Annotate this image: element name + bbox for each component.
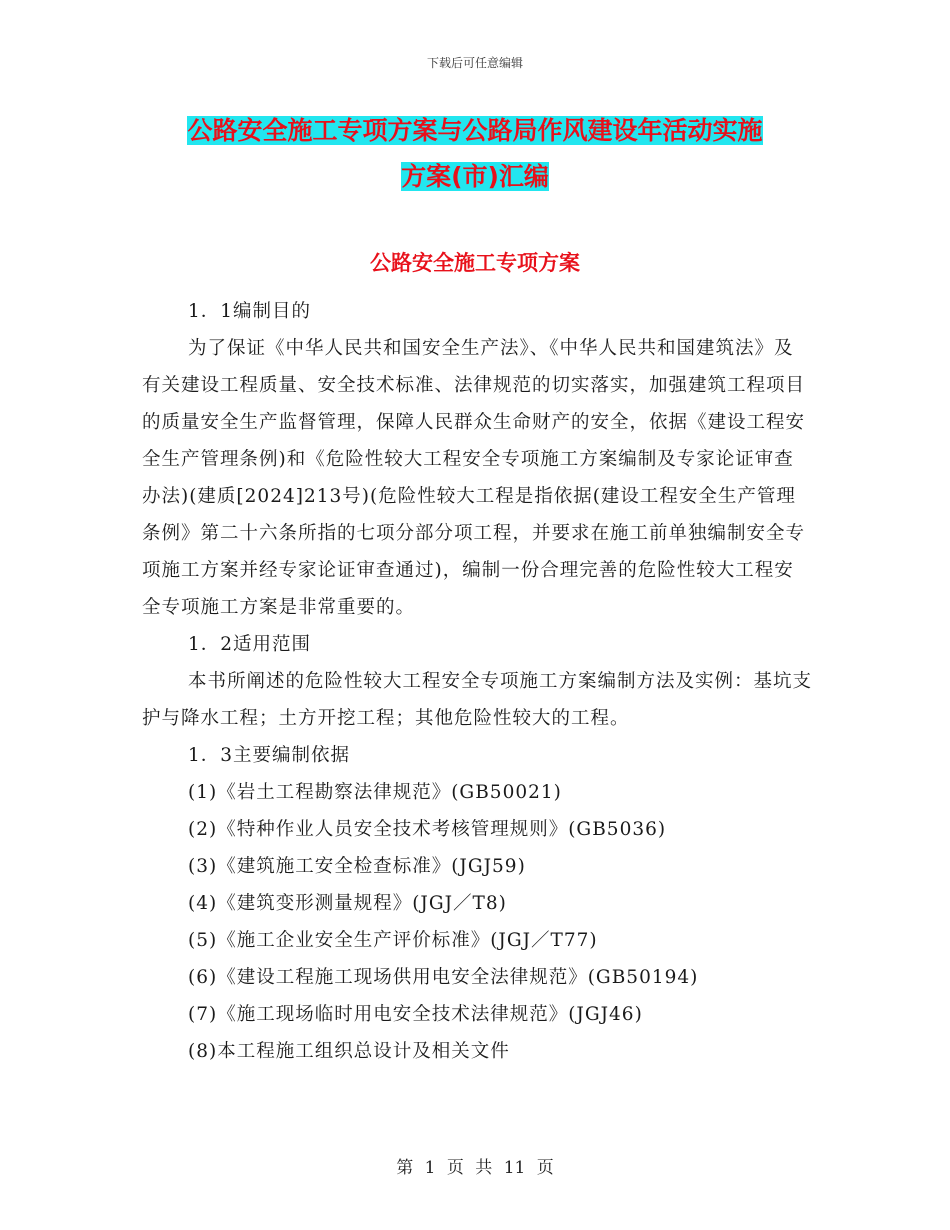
title-line-2: 方案(市)汇编: [401, 162, 549, 191]
section-title: 公路安全施工专项方案: [370, 251, 580, 275]
heading-1-1: 1．1编制目的: [188, 301, 312, 322]
header-note: 下载后可任意编辑: [426, 56, 523, 70]
document-title: [140, 108, 810, 200]
list-item: (8)本工程施工组织总设计及相关文件: [188, 1041, 510, 1062]
list-item: (4)《建筑变形测量规程》(JGJ／T8): [188, 893, 507, 914]
heading-1-2: 1．2适用范围: [188, 634, 312, 655]
heading-1-3: 1．3主要编制依据: [188, 745, 351, 766]
list-item: (2)《特种作业人员安全技术考核管理规则》(GB5036): [188, 819, 667, 840]
document-body: [142, 293, 812, 1070]
list-item: (3)《建筑施工安全检查标准》(JGJ59): [188, 856, 526, 877]
list-item: (5)《施工企业安全生产评价标准》(JGJ／T77): [188, 930, 598, 951]
list-item: (6)《建设工程施工现场供用电安全法律规范》(GB50194): [188, 967, 699, 988]
page-number-footer: 第 1 页 共 11 页: [396, 1158, 554, 1178]
title-line-1: 公路安全施工专项方案与公路局作风建设年活动实施: [187, 116, 763, 145]
paragraph-purpose: 为了保证《中华人民共和国安全生产法》、《中华人民共和国建筑法》及有关建设工程质量、安全技术标准、法律规范的切实落实，加强建筑工程项目的质量安全生产监督管理，保障人民群众生命财产的安全，依据《建设工程安全生产管理条例)和《危险性较大工程安全专项施工方案编制及专家论证审查办法)(建质[2024]213号)(危险性较大工程是指依据(建设工程安全生产管理条例》第二十六条所指的七项分部分项工程，并要求在施工前单独编制安全专项施工方案并经专家论证审查通过)，编制一份合理完善的危险性较大工程安全专项施工方案是非常重要的。: [142, 338, 806, 618]
list-item: (1)《岩土工程勘察法律规范》(GB50021): [188, 782, 562, 803]
paragraph-scope: 本书所阐述的危险性较大工程安全专项施工方案编制方法及实例：基坑支护与降水工程；土方开挖工程；其他危险性较大的工程。: [142, 671, 813, 729]
basis-list: [142, 774, 812, 1070]
list-item: (7)《施工现场临时用电安全技术法律规范》(JGJ46): [188, 1004, 643, 1025]
